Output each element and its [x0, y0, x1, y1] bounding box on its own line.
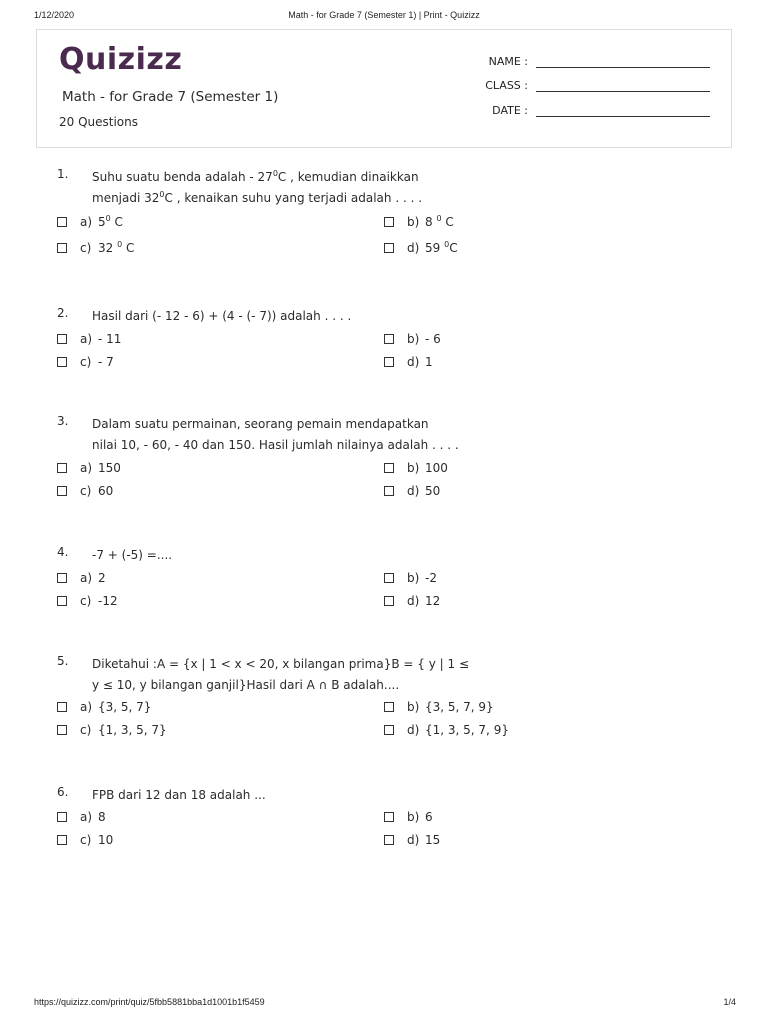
checkbox[interactable] — [57, 725, 67, 735]
print-footer — [0, 997, 768, 1011]
quizizz-logo: Quizizz — [59, 42, 183, 77]
checkbox[interactable] — [57, 217, 67, 227]
checkbox[interactable] — [384, 217, 394, 227]
date-label: DATE : — [492, 104, 528, 117]
checkbox[interactable] — [384, 334, 394, 344]
print-title: Math - for Grade 7 (Semester 1) | Print - Quizizz — [288, 10, 480, 20]
option-value: 6 — [425, 810, 433, 824]
class-line — [536, 91, 710, 92]
question-number: 1. — [57, 167, 69, 181]
checkbox[interactable] — [57, 573, 67, 583]
option-value: 15 — [425, 833, 441, 847]
checkbox[interactable] — [384, 357, 394, 367]
checkbox[interactable] — [384, 725, 394, 735]
option-value: - 6 — [425, 332, 441, 346]
option-value: 50 — [425, 484, 441, 498]
checkbox[interactable] — [57, 357, 67, 367]
checkbox[interactable] — [384, 573, 394, 583]
print-header — [0, 10, 768, 24]
checkbox[interactable] — [384, 835, 394, 845]
checkbox[interactable] — [384, 486, 394, 496]
option-value: -12 — [98, 594, 118, 608]
option-value: {3, 5, 7, 9} — [425, 700, 494, 714]
checkbox[interactable] — [57, 463, 67, 473]
option-value: 60 — [98, 484, 114, 498]
question-text: Diketahui :A = {x | 1 < x < 20, x bilangan prima}B = { y | 1 ≤ y ≤ 10, y bilangan ganjil}Hasil dari A ∩ B adalah.... — [92, 657, 469, 692]
date-line — [536, 116, 710, 117]
quiz-header-card — [36, 29, 732, 148]
name-line — [536, 67, 710, 68]
option-value: 8 $^0$ C — [425, 214, 454, 229]
question-text: Suhu suatu benda adalah - $27^0C$ , kemudian dinaikkan menjadi $32^0C$ , kenaikan suhu yang terjadi adalah . . . . — [92, 169, 423, 205]
option-value: 150 — [98, 461, 121, 475]
option-value: {1, 3, 5, 7} — [98, 723, 167, 737]
quiz-title: Math - for Grade 7 (Semester 1) — [62, 89, 279, 105]
question-number: 5. — [57, 654, 69, 668]
print-date: 1/12/2020 — [34, 10, 75, 20]
question-text: FPB dari 12 dan 18 adalah ... — [92, 788, 266, 802]
checkbox[interactable] — [57, 596, 67, 606]
question-count: 20 Questions — [59, 115, 139, 129]
checkbox[interactable] — [384, 702, 394, 712]
option-value: {3, 5, 7} — [98, 700, 152, 714]
question-text: Hasil dari (- 12 - 6) + (4 - (- 7)) adalah . . . . — [92, 309, 352, 323]
option-value: 8 — [98, 810, 106, 824]
question-number: 3. — [57, 414, 69, 428]
option-value: 1 — [425, 355, 433, 369]
checkbox[interactable] — [57, 835, 67, 845]
class-label: CLASS : — [485, 79, 528, 92]
question-text: Dalam suatu permainan, seorang pemain mendapatkan nilai 10, - 60, - 40 dan 150. Hasil jumlah nilainya adalah . . . . — [92, 417, 459, 452]
option-value: -2 — [425, 571, 437, 585]
checkbox[interactable] — [57, 334, 67, 344]
option-value: 32 $^0$ C — [98, 240, 135, 255]
option-value: 59 $^0$C — [425, 240, 458, 255]
option-value: $5^0$ C — [98, 214, 123, 229]
checkbox[interactable] — [384, 596, 394, 606]
checkbox[interactable] — [57, 812, 67, 822]
option-value: 10 — [98, 833, 114, 847]
question-number: 6. — [57, 785, 69, 799]
option-value: 100 — [425, 461, 448, 475]
checkbox[interactable] — [57, 486, 67, 496]
checkbox[interactable] — [57, 243, 67, 253]
checkbox[interactable] — [57, 702, 67, 712]
question-number: 2. — [57, 306, 69, 320]
option-value: 2 — [98, 571, 106, 585]
checkbox[interactable] — [384, 463, 394, 473]
option-value: - 7 — [98, 355, 114, 369]
option-value: {1, 3, 5, 7, 9} — [425, 723, 509, 737]
question-text: -7 + (-5) =.... — [92, 548, 173, 562]
page-number: 1/4 — [723, 997, 736, 1007]
checkbox[interactable] — [384, 812, 394, 822]
option-value: - 11 — [98, 332, 122, 346]
name-label: NAME : — [488, 55, 528, 68]
print-url: https://quizizz.com/print/quiz/5fbb5881bba1d1001b1f5459 — [34, 997, 265, 1007]
option-value: 12 — [425, 594, 441, 608]
checkbox[interactable] — [384, 243, 394, 253]
question-number: 4. — [57, 545, 69, 559]
